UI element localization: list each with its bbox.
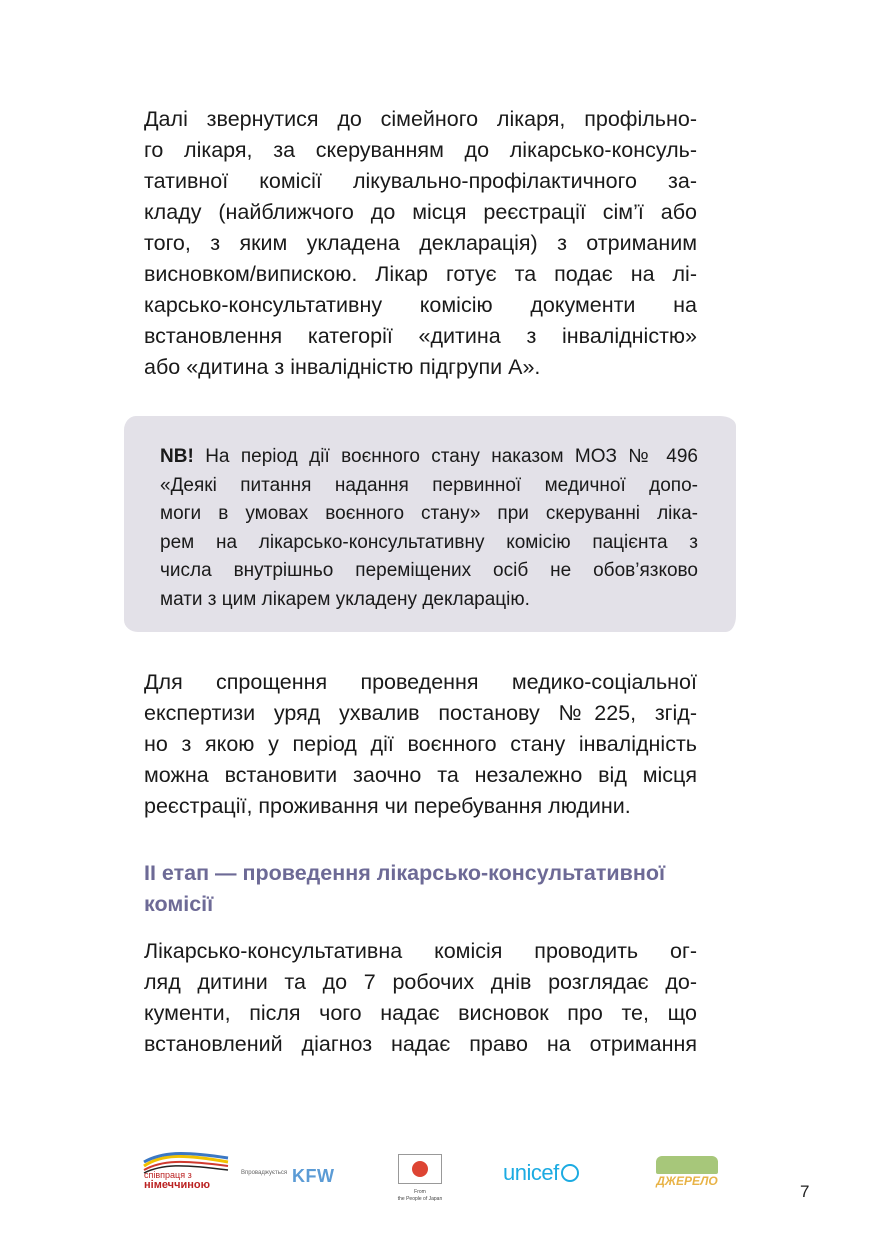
text-line: карсько-консультативну комісію документи на xyxy=(144,293,697,317)
japan-aid-logo xyxy=(392,1154,448,1208)
text-line: моги в умовах воєнного стану» при скеруванні ліка- xyxy=(160,503,698,524)
japan-text-line: From xyxy=(414,1189,426,1195)
text-line: кументи, після чого надає висновок про те, що xyxy=(144,1001,697,1025)
text-line: но з якою у період дії воєнного стану інвалідність xyxy=(144,732,697,756)
text-line: рем на лікарсько-консультативну комісію пацієнта з xyxy=(160,531,698,553)
paragraph-commission xyxy=(144,936,697,1060)
germany-cooperation-logo xyxy=(142,1152,230,1204)
text-line: Для спрощення проведення медико-соціальної xyxy=(144,670,697,694)
nb-callout-text xyxy=(160,443,698,614)
text-line: ляд дитини та до 7 робочих днів розглядає до- xyxy=(144,970,697,994)
partner-logos-footer xyxy=(0,1140,874,1220)
text-line: можна встановити заочно та незалежно від місця xyxy=(144,763,697,787)
implemented-by-text: Впроваджується xyxy=(241,1170,288,1176)
unicef-wordmark: unicef xyxy=(503,1160,559,1185)
people-figures-icon xyxy=(656,1156,718,1174)
coop-big-text: німеччиною xyxy=(144,1179,210,1191)
text-line: На період дії воєнного стану наказом МОЗ № 496 xyxy=(205,446,698,467)
text-line: висновком/випискою. Лікар готує та подає на лі- xyxy=(144,262,697,286)
text-line: або «дитина з інвалідністю підгрупи А». xyxy=(144,355,541,379)
dzherelo-wordmark: ДЖЕРЕЛО xyxy=(656,1174,718,1188)
text-line: реєстрації, проживання чи перебування людини. xyxy=(144,794,631,818)
text-line: експертизи уряд ухвалив постанову №225, згід- xyxy=(144,701,697,725)
dzherelo-logo xyxy=(654,1156,720,1196)
text-line: Далі звернутися до сімейного лікаря, профільно- xyxy=(144,107,697,131)
coop-small-text: співпраця з xyxy=(144,1170,192,1180)
japan-flag-icon xyxy=(398,1154,442,1184)
text-line: мати з цим лікарем укладену декларацію. xyxy=(160,588,530,610)
nb-first-line xyxy=(160,443,698,472)
paragraph-simplification xyxy=(144,667,697,822)
text-line: тативної комісії лікувально-профілактичного за- xyxy=(144,169,697,193)
nb-label: NB! xyxy=(160,446,194,467)
text-line: того, з яким укладена декларація) з отриманим xyxy=(144,231,697,255)
japan-text-line: the People of Japan xyxy=(397,1196,443,1202)
text-line: «Деякі питання надання первинної медичної допо- xyxy=(160,474,698,496)
text-line: встановлення категорії «дитина з інвалідністю» xyxy=(144,324,697,348)
page-number: 7 xyxy=(800,1182,810,1201)
globe-icon xyxy=(561,1164,579,1182)
paragraph-intro xyxy=(144,104,697,383)
section-heading-stage-2 xyxy=(144,858,724,920)
heading-line: ІІ етап — проведення лікарсько-консультативної xyxy=(144,861,666,885)
text-line: кладу (найближчого до місця реєстрації сім’ї або xyxy=(144,200,697,224)
text-line: числа внутрішньо переміщених осіб не обов’язково xyxy=(160,560,698,581)
text-line: встановлений діагноз надає право на отримання xyxy=(144,1032,697,1056)
unicef-logo xyxy=(503,1160,579,1186)
text-line: го лікаря, за скеруванням до лікарсько-консуль- xyxy=(144,138,697,162)
kfw-logo: KFW xyxy=(292,1166,335,1186)
text-line: Лікарсько-консультативна комісія проводить ог- xyxy=(144,939,697,963)
heading-line: комісії xyxy=(144,892,214,916)
